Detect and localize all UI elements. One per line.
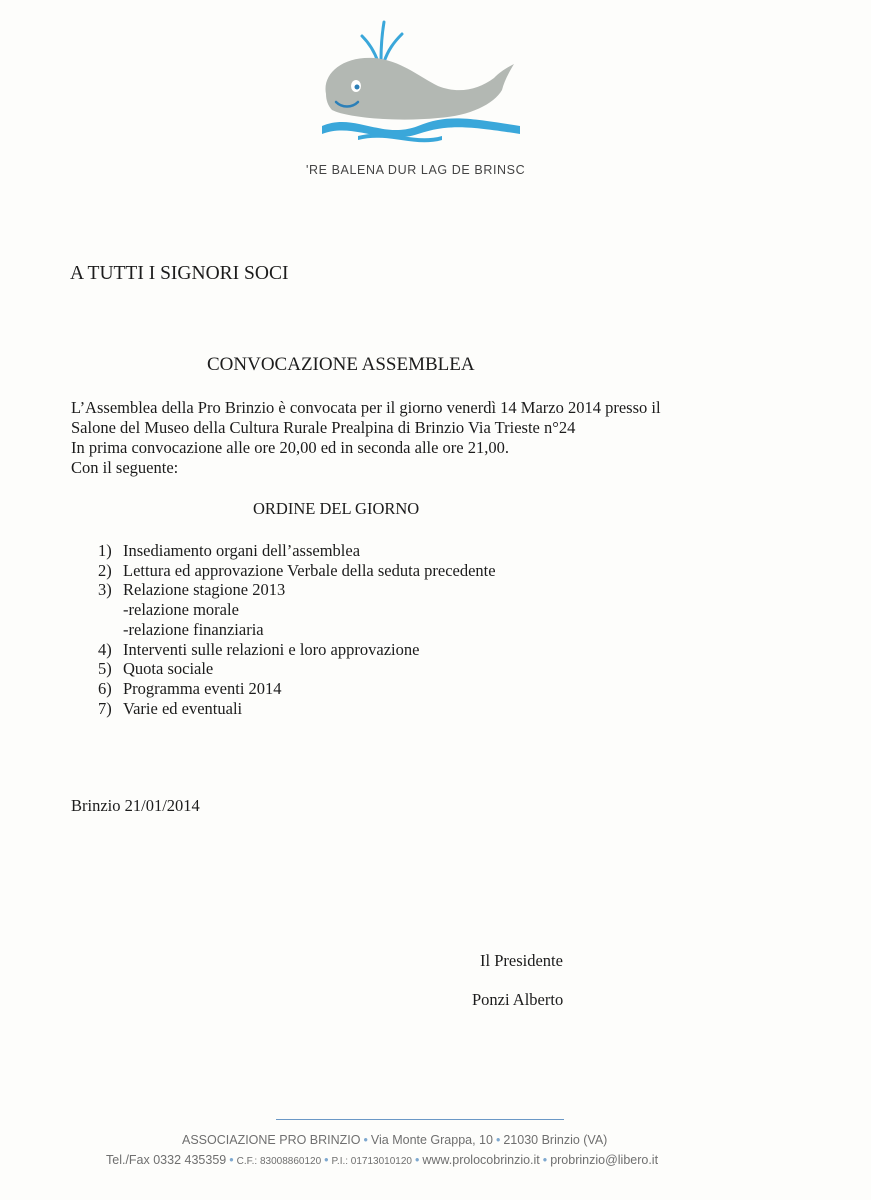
addressee-heading: A TUTTI I SIGNORI SOCI	[70, 263, 289, 284]
signer-role: Il Presidente	[480, 951, 563, 970]
agenda-item-number: 4)	[98, 639, 112, 659]
footer-separator: •	[229, 1153, 234, 1167]
agenda-item-number: 5)	[98, 659, 112, 679]
footer-email-link[interactable]: probrinzio@libero.it	[550, 1153, 659, 1167]
agenda-item-text: Varie ed eventuali	[123, 698, 243, 718]
agenda-item-text: Lettura ed approvazione Verbale della seduta precedente	[123, 560, 496, 580]
footer-pi: P.I.: 01713010120	[331, 1156, 412, 1167]
agenda-item-number: 6)	[98, 678, 112, 698]
intro-paragraph	[71, 398, 661, 478]
agenda-item	[98, 679, 496, 699]
agenda-subitem: -relazione finanziaria	[123, 619, 264, 639]
footer-website-link[interactable]: www.prolocobrinzio.it	[422, 1153, 540, 1167]
footer-phone: Tel./Fax 0332 435359	[106, 1153, 227, 1167]
agenda-title: ORDINE DEL GIORNO	[253, 499, 420, 518]
agenda-item	[98, 659, 496, 679]
agenda-item	[98, 640, 496, 660]
footer-city: 21030 Brinzio (VA)	[503, 1133, 608, 1147]
document-title: CONVOCAZIONE ASSEMBLEA	[207, 354, 475, 375]
agenda-list	[98, 541, 496, 718]
agenda-item	[98, 561, 496, 581]
agenda-item-number: 1)	[98, 541, 112, 560]
signer-name: Ponzi Alberto	[472, 990, 564, 1009]
footer-separator: •	[495, 1133, 501, 1147]
agenda-item	[98, 541, 496, 561]
footer-cf: C.F.: 83008860120	[236, 1156, 322, 1167]
place-and-date: Brinzio 21/01/2014	[71, 796, 200, 815]
whale-logo-icon	[318, 14, 528, 144]
agenda-item-number: 2)	[98, 560, 112, 580]
footer-separator: •	[542, 1153, 548, 1167]
intro-line: L’Assemblea della Pro Brinzio è convocata per il giorno venerdì 14 Marzo 2014 presso il	[71, 398, 661, 417]
agenda-item	[98, 580, 496, 639]
intro-line: In prima convocazione alle ore 20,00 ed in seconda alle ore 21,00.	[71, 438, 509, 457]
agenda-item-text: Interventi sulle relazioni e loro approvazione	[123, 639, 420, 659]
agenda-item-text: Programma eventi 2014	[123, 678, 282, 698]
footer-separator: •	[363, 1133, 368, 1147]
logo-tagline: 'RE BALENA DUR LAG DE BRINSC	[306, 163, 526, 177]
footer-address: Via Monte Grappa, 10	[370, 1133, 493, 1147]
agenda-subitem: -relazione morale	[123, 600, 239, 620]
agenda-item-number: 3)	[98, 580, 112, 600]
agenda-item-text: Relazione stagione 2013	[123, 580, 286, 600]
intro-line: Con il seguente:	[71, 458, 179, 477]
agenda-item	[98, 699, 496, 719]
footer-divider	[276, 1119, 564, 1120]
footer-contact-line	[106, 1153, 658, 1167]
agenda-item-text: Quota sociale	[123, 659, 214, 679]
agenda-item-text: Insediamento organi dell’assemblea	[123, 541, 361, 560]
footer-separator: •	[324, 1153, 329, 1167]
footer-address-line	[182, 1133, 607, 1147]
intro-line: Salone del Museo della Cultura Rurale Prealpina di Brinzio Via Trieste n°24	[71, 418, 576, 437]
agenda-item-number: 7)	[98, 698, 112, 718]
footer-org: ASSOCIAZIONE PRO BRINZIO	[182, 1133, 361, 1147]
footer-separator: •	[414, 1153, 420, 1167]
